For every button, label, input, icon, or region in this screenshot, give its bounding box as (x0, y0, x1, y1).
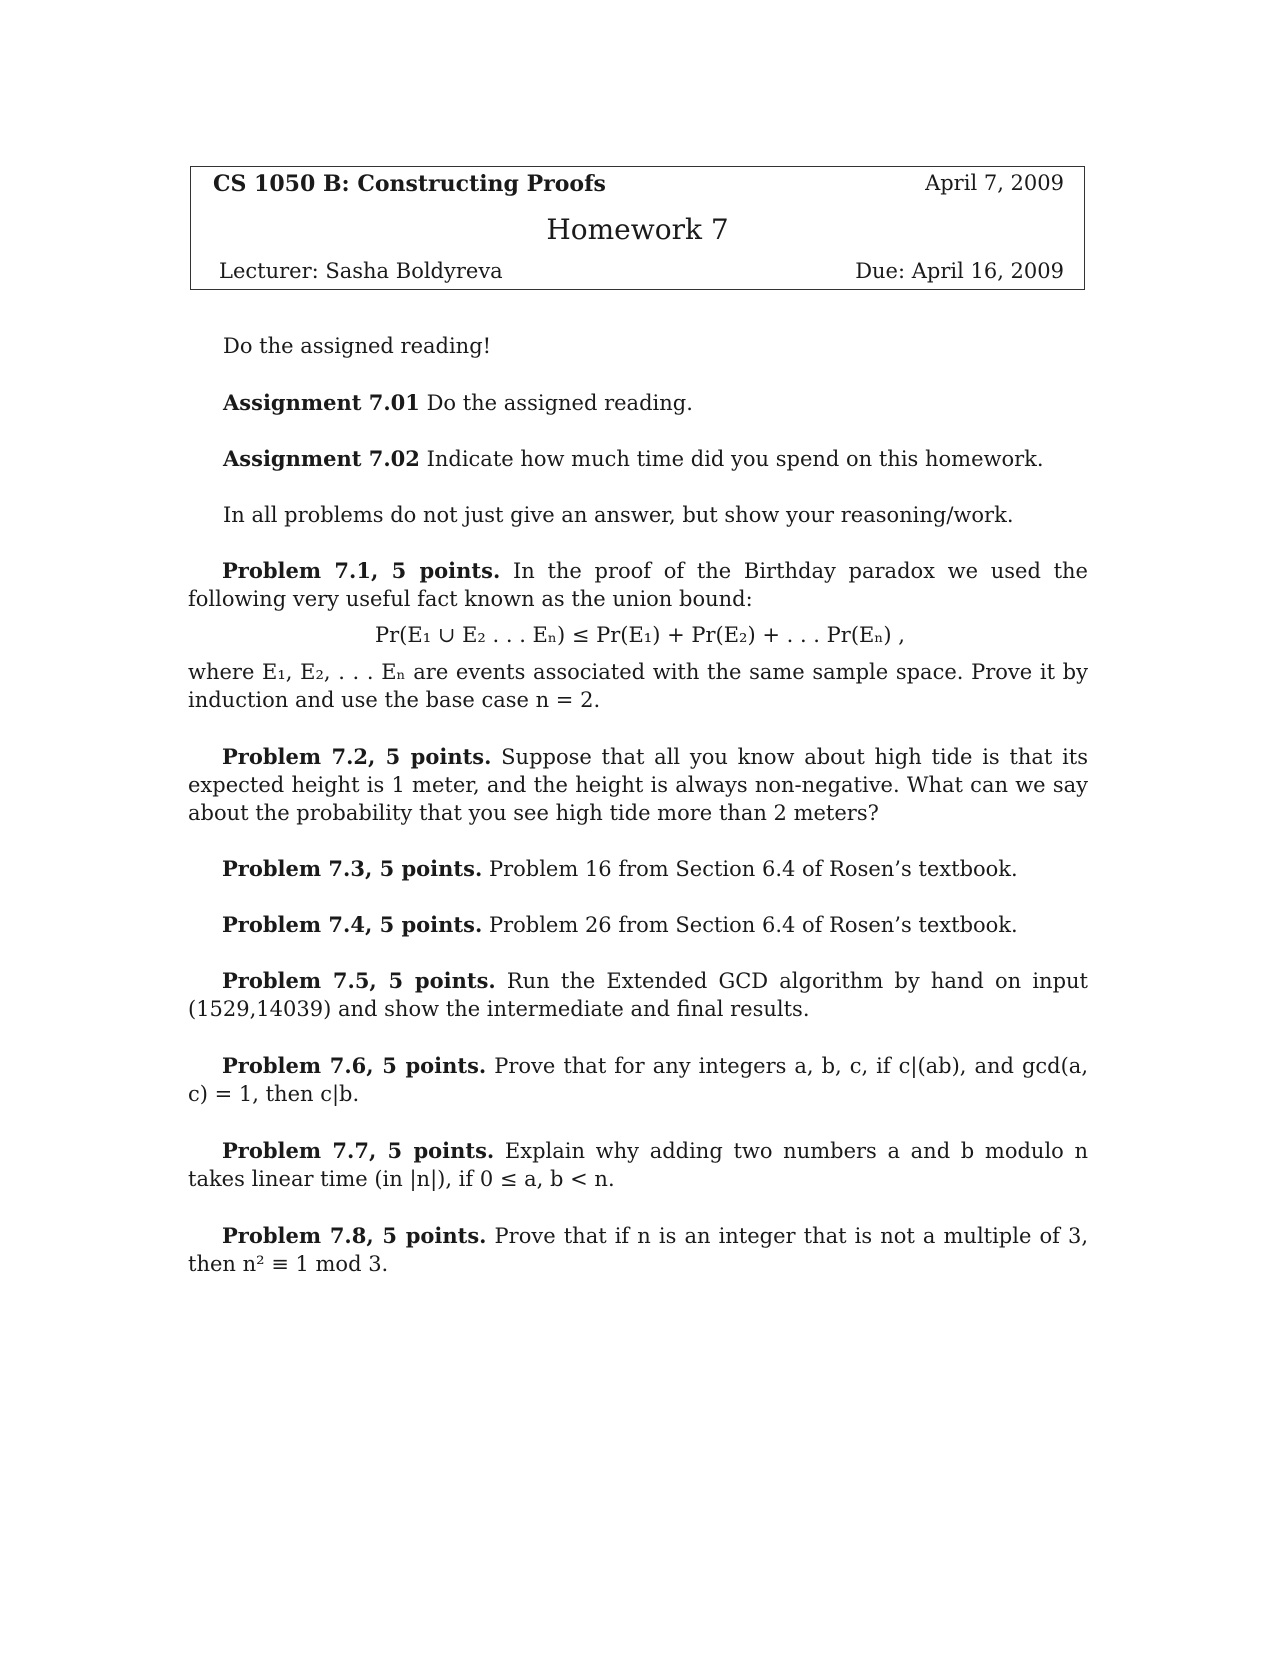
problem-label: Problem 7.2, 5 points. (222, 744, 492, 769)
assignment-text: Indicate how much time did you spend on this homework. (426, 447, 1044, 471)
problem-text: Suppose that all you know about high tide is that its expected height is 1 meter, and the height is always non-negative. What can we say about the probability that you see high tide more than 2 meters? (188, 745, 1088, 825)
header-box (190, 166, 1085, 290)
problem-7-8 (188, 1222, 1088, 1278)
course-title: CS 1050 B: Constructing Proofs (213, 171, 606, 197)
problem-text: Problem 26 from Section 6.4 of Rosen’s textbook. (488, 913, 1018, 937)
assignment-701 (223, 389, 693, 417)
assignment-label: Assignment 7.02 (223, 446, 420, 471)
problem-label: Problem 7.3, 5 points. (222, 856, 483, 881)
problem-text: In the proof of the Birthday paradox we used the following very useful fact known as the union bound: (188, 559, 1088, 611)
problem-text: Run the Extended GCD algorithm by hand on input (1529,14039) and show the intermediate and final results. (188, 969, 1088, 1021)
problem-7-5 (188, 967, 1088, 1023)
problem-7-1 (188, 557, 1088, 613)
problem-text: Prove that for any integers a, b, c, if c|(ab), and gcd(a, c) = 1, then c|b. (188, 1054, 1088, 1106)
issue-date: April 7, 2009 (925, 171, 1064, 195)
intro-text: Do the assigned reading! (223, 334, 492, 358)
problem-text: Problem 16 from Section 6.4 of Rosen’s textbook. (488, 857, 1018, 881)
assignment-702 (223, 445, 1044, 473)
problem-label: Problem 7.5, 5 points. (222, 968, 496, 993)
problem-label: Problem 7.7, 5 points. (222, 1138, 495, 1163)
problem-7-1-cont: where E₁, E₂, . . . Eₙ are events associated with the same sample space. Prove it by induction and use the base case n = 2. (188, 660, 1088, 712)
problem-7-4 (188, 911, 1088, 939)
problem-text: Prove that if n is an integer that is not a multiple of 3, then n² ≡ 1 mod 3. (188, 1224, 1088, 1276)
problem-7-2 (188, 743, 1088, 827)
problem-label: Problem 7.6, 5 points. (222, 1053, 487, 1078)
union-bound-formula: Pr(E₁ ∪ E₂ . . . Eₙ) ≤ Pr(E₁) + Pr(E₂) + . . . Pr(Eₙ) , (375, 623, 905, 647)
problem-label: Problem 7.4, 5 points. (222, 912, 483, 937)
assignment-label: Assignment 7.01 (223, 390, 420, 415)
due-date: Due: April 16, 2009 (855, 259, 1064, 283)
problem-7-7 (188, 1137, 1088, 1193)
problem-text: Explain why adding two numbers a and b modulo n takes linear time (in |n|), if 0 ≤ a, b < n. (188, 1139, 1088, 1191)
page-title: Homework 7 (546, 213, 729, 246)
problem-7-3 (188, 855, 1088, 883)
problem-7-6 (188, 1052, 1088, 1108)
problem-label: Problem 7.1, 5 points. (222, 558, 501, 583)
problem-label: Problem 7.8, 5 points. (222, 1223, 487, 1248)
assignment-text: Do the assigned reading. (426, 391, 693, 415)
lecturer: Lecturer: Sasha Boldyreva (219, 259, 503, 283)
instructions: In all problems do not just give an answer, but show your reasoning/work. (223, 503, 1014, 527)
